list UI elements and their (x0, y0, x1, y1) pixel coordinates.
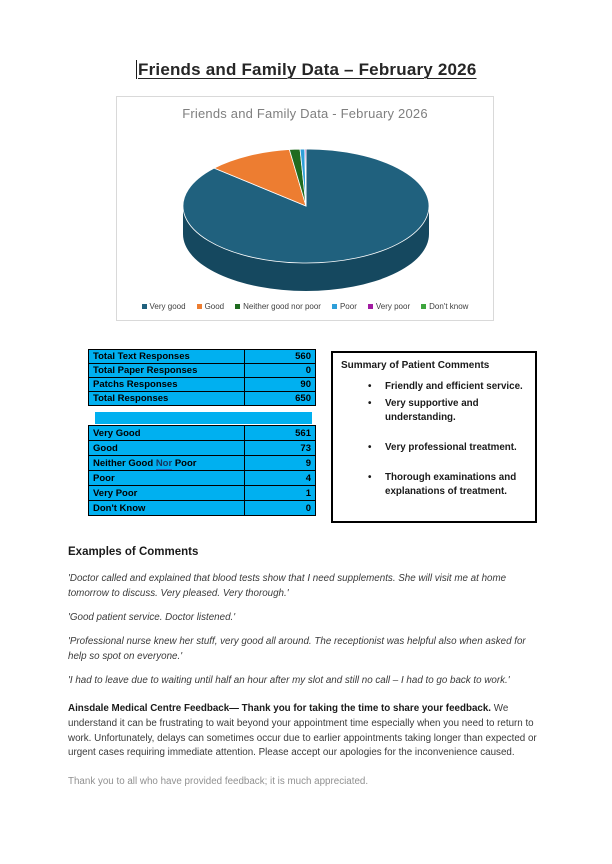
table-row (89, 456, 316, 471)
examples-heading[interactable]: Examples of Comments (68, 546, 199, 558)
legend-item (142, 302, 186, 311)
document-title-text: Friends and Family Data – February 2026 (138, 60, 477, 79)
legend-label: Very poor (375, 302, 411, 311)
comment-quotes (68, 572, 545, 689)
legend-item (332, 302, 357, 311)
row-value[interactable]: 561 (245, 426, 316, 441)
row-label[interactable]: Total Text Responses (89, 350, 245, 364)
legend-label: Good (204, 302, 225, 311)
row-label[interactable]: Total Responses (89, 392, 245, 406)
summary-bullet[interactable]: • Friendly and efficient service. (368, 380, 527, 394)
legend-marker-icon (332, 304, 337, 309)
row-label[interactable]: Neither Good Nor Poor (89, 456, 245, 471)
row-label[interactable]: Patchs Responses (89, 378, 245, 392)
row-label[interactable]: Don't Know (89, 501, 245, 516)
summary-bullet[interactable]: • Thorough examinations and explanations of treatment. (368, 471, 527, 499)
chart-legend (117, 302, 493, 311)
table-row (89, 441, 316, 456)
table-row (89, 486, 316, 501)
closing-note[interactable]: Thank you to all who have provided feedback; it is much appreciated. (68, 776, 369, 788)
table-row (89, 426, 316, 441)
table-row (89, 392, 316, 406)
table-row (89, 350, 316, 364)
text-cursor (136, 60, 138, 79)
legend-marker-icon (235, 304, 240, 309)
chart-title: Friends and Family Data - February 2026 (182, 106, 428, 121)
legend-item (421, 302, 468, 311)
row-value[interactable]: 9 (245, 456, 316, 471)
row-value[interactable]: 90 (245, 378, 316, 392)
legend-item (235, 302, 321, 311)
summary-box[interactable] (331, 351, 537, 523)
legend-marker-icon (368, 304, 373, 309)
legend-item (197, 302, 225, 311)
feedback-paragraph[interactable] (68, 702, 545, 761)
table-connector-strip (95, 412, 312, 424)
row-value[interactable]: 560 (245, 350, 316, 364)
row-value[interactable]: 0 (245, 501, 316, 516)
chart-object[interactable] (116, 96, 494, 321)
summary-bullet-list (341, 380, 527, 499)
feedback-body: We understand it can be frustrating to wait beyond your appointment time especially when you need to return to work. Unfortunately, delays can sometimes occur due to earlier appointments taking longer than expected or urgent cases requiring immediate attention. Please accept our apologies for the inconvenience caused. (68, 703, 537, 759)
feedback-lead: Ainsdale Medical Centre Feedback— Thank you for taking the time to share your feedback. (68, 703, 492, 715)
legend-label: Poor (339, 302, 357, 311)
row-value[interactable]: 1 (245, 486, 316, 501)
table-row (89, 471, 316, 486)
comment-quote[interactable]: 'Professional nurse knew her stuff, very good all around. The receptionist was helpful also when asked for help so spot on everyone.' (68, 636, 526, 662)
row-value[interactable]: 650 (245, 392, 316, 406)
comment-quote[interactable]: 'I had to leave due to waiting until half an hour after my slot and still no call – I had to go back to work.' (68, 675, 510, 687)
summary-bullet[interactable]: • Very supportive and understanding. (368, 397, 527, 425)
legend-marker-icon (197, 304, 202, 309)
ratings-table[interactable] (88, 425, 316, 516)
summary-title: Summary of Patient Comments (341, 360, 490, 371)
legend-label: Very good (149, 302, 186, 311)
row-label[interactable]: Poor (89, 471, 245, 486)
row-label[interactable]: Very Good (89, 426, 245, 441)
comment-quote[interactable]: 'Doctor called and explained that blood tests show that I need supplements. She will visit me at home tomorrow to discuss. Very pleased. Very thorough.' (68, 572, 507, 599)
document-title[interactable] (0, 60, 612, 80)
row-value[interactable]: 73 (245, 441, 316, 456)
comments-section (68, 545, 545, 800)
grammar-flagged-word: Nor (155, 457, 173, 469)
summary-bullet[interactable]: • Very professional treatment. (368, 441, 527, 455)
pie-chart (117, 123, 493, 295)
legend-marker-icon (421, 304, 426, 309)
comment-quote[interactable]: 'Good patient service. Doctor listened.' (68, 611, 236, 623)
row-value[interactable]: 0 (245, 364, 316, 378)
legend-marker-icon (142, 304, 147, 309)
row-label[interactable]: Total Paper Responses (89, 364, 245, 378)
table-row (89, 501, 316, 516)
row-label[interactable]: Very Poor (89, 486, 245, 501)
legend-label: Don't know (429, 302, 469, 311)
totals-table[interactable] (88, 349, 316, 406)
legend-item (368, 302, 410, 311)
row-value[interactable]: 4 (245, 471, 316, 486)
table-row (89, 364, 316, 378)
legend-label: Neither good nor poor (243, 302, 321, 311)
table-row (89, 378, 316, 392)
row-label[interactable]: Good (89, 441, 245, 456)
